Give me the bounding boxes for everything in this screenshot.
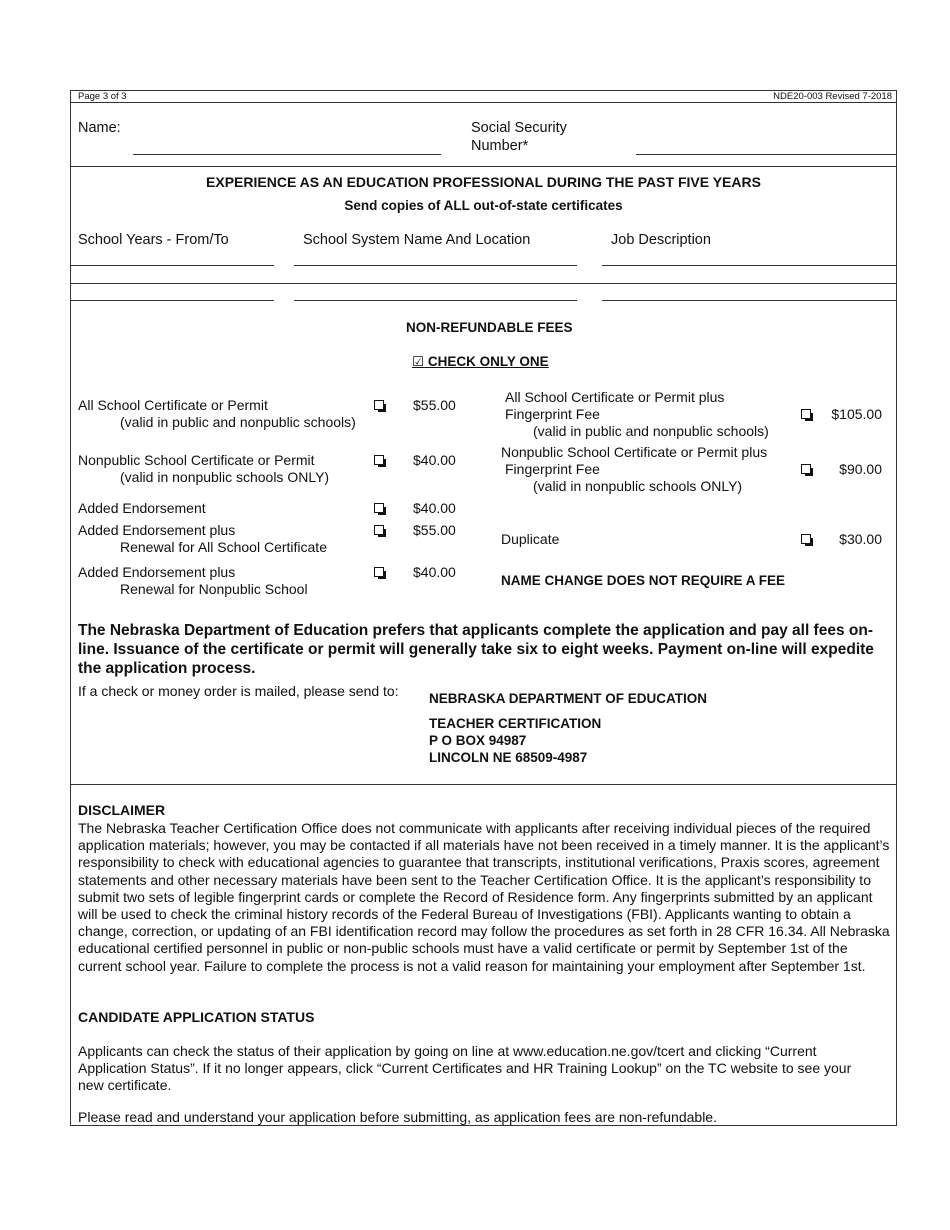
final-note: Please read and understand your application before submitting, as application fees are non-refundable.: [78, 1109, 717, 1125]
status-text: Applicants can check the status of their application by going on line at www.education.ne.gov/tcert and clicking “Current Application Status”. If it no longer appears, click “Current Certificates and HR Training Lookup” on the TC website to see your new certificate.: [78, 1043, 852, 1094]
check-only-one-label: CHECK ONLY ONE: [427, 354, 549, 369]
fee-label: Added Endorsement plus: [78, 564, 236, 580]
col-job-description: Job Description: [611, 232, 711, 248]
fee-sublabel: (valid in public and nonpublic schools): [533, 423, 769, 439]
fee-option-duplicate: Duplicate: [501, 531, 560, 547]
fee-label: All School Certificate or Permit plus: [505, 389, 725, 405]
fee-option-left-4: [78, 522, 327, 556]
fee-checkbox-endorsement-renewal-all[interactable]: [374, 525, 384, 535]
fee-price: $40.00: [413, 500, 456, 516]
fee-sublabel: Renewal for All School Certificate: [120, 539, 327, 555]
fee-option-right-2: [501, 444, 767, 495]
exp-row1-system[interactable]: [294, 265, 577, 266]
fee-price: $40.00: [413, 564, 456, 580]
exp-row2-years[interactable]: [70, 300, 274, 301]
name-field[interactable]: [133, 154, 441, 155]
checked-box-icon: ☑: [412, 354, 425, 369]
name-change-note: NAME CHANGE DOES NOT REQUIRE A FEE: [501, 573, 786, 588]
fee-price: $55.00: [413, 397, 456, 413]
fee-option-left-5: [78, 564, 308, 598]
fee-label-2: Fingerprint Fee: [505, 461, 600, 477]
fee-price: $40.00: [413, 452, 456, 468]
fee-label: Added Endorsement: [78, 500, 206, 516]
experience-title: EXPERIENCE AS AN EDUCATION PROFESSIONAL DURING THE PAST FIVE YEARS: [206, 174, 761, 190]
address-line: TEACHER CERTIFICATION: [429, 716, 602, 731]
address-line: NEBRASKA DEPARTMENT OF EDUCATION: [429, 691, 707, 706]
page-number: Page 3 of 3: [78, 91, 127, 102]
mailing-address: [429, 690, 707, 766]
fee-label: Nonpublic School Certificate or Permit: [78, 452, 315, 468]
fee-checkbox-endorsement-renewal-nonpublic[interactable]: [374, 567, 384, 577]
fee-option-right-1: [505, 389, 769, 440]
fee-checkbox-added-endorsement[interactable]: [374, 503, 384, 513]
exp-row2-system[interactable]: [294, 300, 577, 301]
disclaimer-heading: DISCLAIMER: [78, 802, 166, 818]
fee-sublabel: Renewal for Nonpublic School: [120, 581, 308, 597]
fee-price: $55.00: [413, 522, 456, 538]
exp-row2-job[interactable]: [602, 300, 897, 301]
address-line: LINCOLN NE 68509-4987: [429, 750, 588, 765]
fee-label: All School Certificate or Permit: [78, 397, 268, 413]
fee-sublabel: (valid in public and nonpublic schools): [120, 414, 356, 430]
fee-label-2: Fingerprint Fee: [505, 406, 600, 422]
experience-subtitle: Send copies of ALL out-of-state certificates: [344, 198, 623, 213]
fee-checkbox-all-school-fingerprint[interactable]: [801, 409, 811, 419]
col-school-system: School System Name And Location: [303, 232, 531, 248]
fee-checkbox-all-school[interactable]: [374, 400, 384, 410]
col-school-years: School Years - From/To: [78, 232, 229, 248]
check-only-one: [412, 354, 549, 370]
fee-checkbox-nonpublic[interactable]: [374, 455, 384, 465]
fee-label: Added Endorsement plus: [78, 522, 236, 538]
fees-title: NON-REFUNDABLE FEES: [406, 320, 573, 335]
ssn-label: Social Security Number*: [471, 120, 567, 154]
payment-notice: The Nebraska Department of Education prefers that applicants complete the application and pay all fees on-line. Issuance of the certificate or permit will generally take six to eight weeks. Payment on-line will expedite the application process.: [78, 622, 874, 677]
exp-divider-1: [70, 283, 897, 284]
address-line: P O BOX 94987: [429, 733, 527, 748]
fee-price: $105.00: [831, 406, 882, 422]
fee-sublabel: (valid in nonpublic schools ONLY): [533, 478, 743, 494]
fee-price: $30.00: [839, 531, 882, 547]
fee-label: Nonpublic School Certificate or Permit plus: [501, 444, 768, 460]
disclaimer-text: The Nebraska Teacher Certification Office does not communicate with applicants after receiving individual pieces of the required application materials; however, you may be contacted if all materials have not been received in a timely manner. It is the applicant’s responsibility to check with educational agencies to guarantee that transcripts, institutional verifications, Praxis scores, agreement statements and other necessary materials have been sent to the Teacher Certification Office. It is the applicant’s responsibility to submit two sets of legible fingerprint cards or complete the Record of Residence form. Any fingerprints submitted by an applicant will be used to check the criminal history records of the Federal Bureau of Investigations (FBI). Applicants wanting to obtain a change, correction, or updating of an FBI identification record may follow the procedures as set forth in 28 CFR 16.34. All Nebraska educational certified personnel in public or non-public schools must have a valid certificate or permit by September 1st of the current school year. Failure to complete the process is not a valid reason for maintaining your employment after September 1st.: [78, 820, 890, 974]
fee-checkbox-duplicate[interactable]: [801, 534, 811, 544]
exp-row1-years[interactable]: [70, 265, 274, 266]
fee-sublabel: (valid in nonpublic schools ONLY): [120, 469, 330, 485]
name-label: Name:: [78, 120, 121, 136]
status-heading: CANDIDATE APPLICATION STATUS: [78, 1009, 315, 1025]
exp-row1-job[interactable]: [602, 265, 897, 266]
fee-option-left-3: [78, 500, 206, 517]
fee-price: $90.00: [839, 461, 882, 477]
form-id: NDE20-003 Revised 7-2018: [773, 91, 892, 102]
fee-option-left-1: [78, 397, 356, 431]
ssn-field[interactable]: [636, 154, 897, 155]
fee-option-left-2: [78, 452, 329, 486]
fee-checkbox-nonpublic-fingerprint[interactable]: [801, 464, 811, 474]
mail-instruction: If a check or money order is mailed, please send to:: [78, 683, 399, 699]
